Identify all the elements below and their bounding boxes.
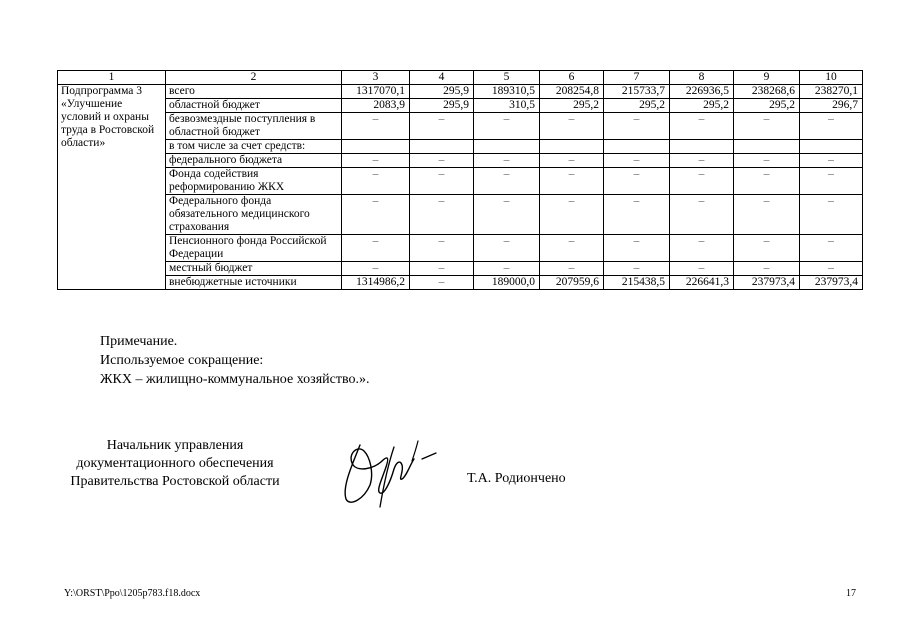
value-cell: – — [342, 195, 410, 235]
value-cell: – — [604, 154, 670, 168]
value-cell: – — [604, 113, 670, 140]
value-cell: 2083,9 — [342, 99, 410, 113]
row-label: Пенсионного фонда Российской Федерации — [166, 235, 342, 262]
value-cell: – — [800, 154, 863, 168]
value-cell: – — [800, 235, 863, 262]
table-row — [58, 168, 863, 195]
file-path: Y:\ORST\Ppo\1205p783.f18.docx — [64, 588, 201, 599]
value-cell: – — [342, 262, 410, 276]
value-cell: 238268,6 — [734, 85, 800, 99]
signatory-title-line: Правительства Ростовской области — [70, 474, 280, 489]
value-cell: – — [734, 195, 800, 235]
col-header: 3 — [342, 71, 410, 85]
table-row — [58, 154, 863, 168]
col-header: 6 — [540, 71, 604, 85]
value-cell: – — [474, 168, 540, 195]
table-row — [58, 113, 863, 140]
value-cell: 295,2 — [670, 99, 734, 113]
value-cell: 295,9 — [410, 99, 474, 113]
value-cell — [540, 140, 604, 154]
value-cell: – — [410, 262, 474, 276]
value-cell: – — [410, 195, 474, 235]
value-cell: – — [540, 113, 604, 140]
value-cell: – — [410, 154, 474, 168]
row-label: Федерального фонда обязательного медицинского страхования — [166, 195, 342, 235]
value-cell: – — [342, 154, 410, 168]
col-header: 2 — [166, 71, 342, 85]
value-cell: 207959,6 — [540, 276, 604, 290]
value-cell: – — [670, 154, 734, 168]
value-cell: – — [474, 195, 540, 235]
value-cell: – — [474, 113, 540, 140]
note-abbrev: ЖКХ – жилищно-коммунальное хозяйство.». — [100, 372, 370, 387]
value-cell: – — [800, 262, 863, 276]
value-cell: – — [670, 195, 734, 235]
value-cell: 226641,3 — [670, 276, 734, 290]
note-block — [100, 332, 369, 389]
signatory-title-line: документационного обеспечения — [76, 456, 274, 471]
value-cell: – — [734, 113, 800, 140]
value-cell: – — [410, 235, 474, 262]
table-row — [58, 276, 863, 290]
value-cell: – — [604, 262, 670, 276]
value-cell: – — [474, 235, 540, 262]
value-cell: 189000,0 — [474, 276, 540, 290]
value-cell: – — [410, 113, 474, 140]
value-cell: – — [604, 168, 670, 195]
col-header: 8 — [670, 71, 734, 85]
value-cell: – — [540, 154, 604, 168]
value-cell: – — [670, 262, 734, 276]
value-cell: – — [734, 262, 800, 276]
row-label: в том числе за счет средств: — [166, 140, 342, 154]
value-cell: 189310,5 — [474, 85, 540, 99]
col-header: 5 — [474, 71, 540, 85]
value-cell: 238270,1 — [800, 85, 863, 99]
value-cell: – — [800, 168, 863, 195]
value-cell: – — [604, 195, 670, 235]
value-cell: 295,9 — [410, 85, 474, 99]
value-cell: – — [734, 154, 800, 168]
value-cell: 215733,7 — [604, 85, 670, 99]
value-cell: – — [800, 195, 863, 235]
row-label: внебюджетные источники — [166, 276, 342, 290]
value-cell: 296,7 — [800, 99, 863, 113]
value-cell: – — [474, 154, 540, 168]
row-label: Фонда содействия реформированию ЖКХ — [166, 168, 342, 195]
table-row — [58, 140, 863, 154]
value-cell: 237973,4 — [734, 276, 800, 290]
signatory-title-line: Начальник управления — [106, 438, 244, 453]
value-cell: 1314986,2 — [342, 276, 410, 290]
value-cell: – — [670, 168, 734, 195]
value-cell: 295,2 — [540, 99, 604, 113]
table-row — [58, 235, 863, 262]
value-cell — [734, 140, 800, 154]
value-cell — [474, 140, 540, 154]
row-label: федерального бюджета — [166, 154, 342, 168]
note-heading: Примечание. — [100, 334, 178, 349]
note-abbrev-intro: Используемое сокращение: — [100, 353, 264, 368]
program-cell: Подпрограмма 3 «Улучшение условий и охраны труда в Ростовской области» — [58, 85, 166, 290]
value-cell — [604, 140, 670, 154]
row-label: областной бюджет — [166, 99, 342, 113]
row-label: всего — [166, 85, 342, 99]
value-cell: – — [474, 262, 540, 276]
value-cell: – — [734, 168, 800, 195]
table-row — [58, 262, 863, 276]
col-header: 4 — [410, 71, 474, 85]
row-label: местный бюджет — [166, 262, 342, 276]
value-cell: 310,5 — [474, 99, 540, 113]
value-cell: – — [800, 113, 863, 140]
col-header: 9 — [734, 71, 800, 85]
value-cell: 237973,4 — [800, 276, 863, 290]
value-cell: 215438,5 — [604, 276, 670, 290]
value-cell: 226936,5 — [670, 85, 734, 99]
table-row — [58, 85, 863, 99]
header-row — [58, 71, 863, 85]
col-header: 1 — [58, 71, 166, 85]
page-number: 17 — [846, 588, 856, 599]
value-cell: – — [342, 168, 410, 195]
table-row — [58, 195, 863, 235]
value-cell: – — [670, 113, 734, 140]
value-cell: – — [734, 235, 800, 262]
value-cell — [800, 140, 863, 154]
value-cell: – — [410, 276, 474, 290]
value-cell — [342, 140, 410, 154]
value-cell: – — [540, 262, 604, 276]
value-cell: – — [410, 168, 474, 195]
value-cell: 295,2 — [604, 99, 670, 113]
row-label: безвозмездные поступления в областной бюджет — [166, 113, 342, 140]
value-cell: – — [342, 113, 410, 140]
col-header: 7 — [604, 71, 670, 85]
signatory-name: Т.А. Родиончено — [467, 471, 566, 486]
value-cell: – — [604, 235, 670, 262]
value-cell: 1317070,1 — [342, 85, 410, 99]
signatory-title — [55, 437, 295, 491]
value-cell — [670, 140, 734, 154]
value-cell: – — [540, 195, 604, 235]
budget-table — [57, 70, 863, 290]
value-cell — [410, 140, 474, 154]
table-row — [58, 99, 863, 113]
handwritten-signature — [330, 425, 440, 515]
value-cell: – — [540, 168, 604, 195]
value-cell: – — [540, 235, 604, 262]
value-cell: – — [342, 235, 410, 262]
value-cell: – — [670, 235, 734, 262]
value-cell: 208254,8 — [540, 85, 604, 99]
col-header: 10 — [800, 71, 863, 85]
value-cell: 295,2 — [734, 99, 800, 113]
